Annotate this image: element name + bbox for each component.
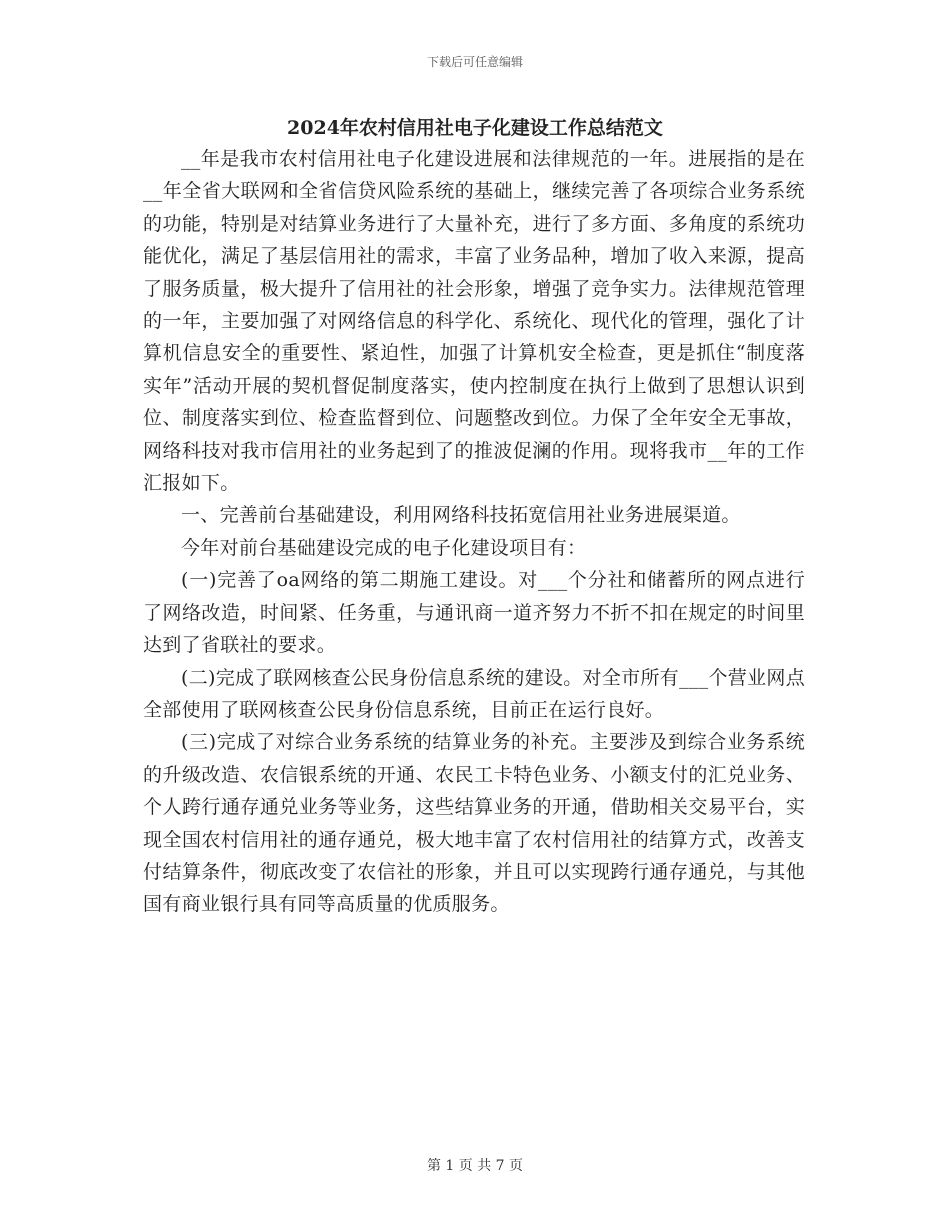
document-body bbox=[143, 143, 805, 921]
paragraph-item-1: (一)完善了oa网络的第二期施工建设。对___个分社和储蓄所的网点进行了网络改造，时间紧、任务重，与通讯商一道齐努力不折不扣在规定的时间里达到了省联社的要求。 bbox=[143, 569, 805, 657]
paragraph-projects-intro: 今年对前台基础建设完成的电子化建设项目有： bbox=[181, 536, 587, 559]
paragraph-intro: __年是我市农村信用社电子化建设进展和法律规范的一年。进展指的是在__年全省大联网和全省信贷风险系统的基础上，继续完善了各项综合业务系统的功能，特别是对结算业务进行了大量补充，进行了多方面、多角度的系统功能优化，满足了基层信用社的需求，丰富了业务品种，增加了收入来源，提高了服务质量，极大提升了信用社的社会形象，增强了竞争实力。法律规范管理的一年，主要加强了对网络信息的科学化、系统化、现代化的管理，强化了计算机信息安全的重要性、紧迫性，加强了计算机安全检查，更是抓住“制度落实年”活动开展的契机督促制度落实，使内控制度在执行上做到了思想认识到位、制度落实到位、检查监督到位、问题整改到位。力保了全年安全无事故，网络科技对我市信用社的业务起到了的推波促澜的作用。现将我市__年的工作汇报如下。 bbox=[143, 148, 805, 495]
page-header-note: 下载后可任意编辑 bbox=[426, 55, 523, 69]
page-number-indicator: 第 1 页 共 7 页 bbox=[426, 1158, 524, 1174]
document-title: 2024年农村信用社电子化建设工作总结范文 bbox=[287, 117, 663, 139]
paragraph-item-2: (二)完成了联网核查公民身份信息系统的建设。对全市所有___个营业网点全部使用了联网核查公民身份信息系统，目前正在运行良好。 bbox=[143, 666, 805, 721]
paragraph-section-heading: 一、完善前台基础建设，利用网络科技拓宽信用社业务进展渠道。 bbox=[181, 504, 741, 527]
paragraph-item-3: (三)完成了对综合业务系统的结算业务的补充。主要涉及到综合业务系统的升级改造、农信银系统的开通、农民工卡特色业务、小额支付的汇兑业务、个人跨行通存通兑业务等业务，这些结算业务的开通，借助相关交易平台，实现全国农村信用社的通存通兑，极大地丰富了农村信用社的结算方式，改善支付结算条件，彻底改变了农信社的形象，并且可以实现跨行通存通兑，与其他国有商业银行具有同等高质量的优质服务。 bbox=[143, 731, 805, 916]
